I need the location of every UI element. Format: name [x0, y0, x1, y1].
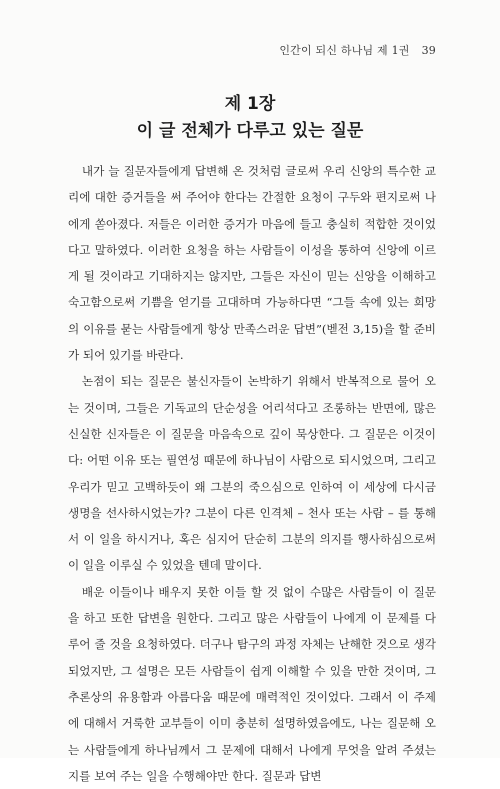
paragraph: 논점이 되는 질문은 불신자들이 논박하기 위해서 반복적으로 물어 오는 것이며, 그들은 기독교의 단순성을 어리석다고 조롱하는 반면에, 많은 신실한 신자들은 이 질문을 마음속으로 깊이 묵상한다. 그 질문은 이것이다: 어떤 이유 또는 필연성 때문에 하나님이 사람으로 되시었으며, 그리고 우리가 믿고 고백하듯이 왜 그분의 죽으심으로 인하여 이 세상에 다시금 생명을 선사하시었는가? 그분이 다른 인격체 – 천사 또는 사람 – 를 통해서 이 일을 하시거나, 혹은 심지어 단순히 그분의 의지를 행사하심으로써 이 일을 이루실 수 있었을 텐데 말이다. — [68, 374, 436, 573]
paragraph: 내가 늘 질문자들에게 답변해 온 것처럼 글로써 우리 신앙의 특수한 교리에 대한 증거들을 써 주어야 한다는 간절한 요청이 구두와 편지로써 나에게 쏟아졌다. 저들은 이러한 증거가 마음에 들고 충실히 적합한 것이었다고 말하였다. 이러한 요청을 하는 사람들이 이성을 통하여 신앙에 이르게 될 것이라고 기대하지는 않지만, 그들은 자신이 믿는 신앙을 이해하고 숙고함으로써 기쁨을 얻기를 고대하며 가능하다면 “그들 속에 있는 희망의 이유를 묻는 사람들에게 항상 만족스러운 답변”(벧전 3,15)을 할 준비가 되어 있기를 바란다. — [68, 164, 436, 363]
body-text — [68, 158, 436, 789]
chapter-number: 제 1장 — [224, 94, 276, 114]
running-header — [279, 42, 436, 58]
page-number: 39 — [421, 44, 436, 57]
chapter-title: 이 글 전체가 다루고 있는 질문 — [136, 121, 364, 141]
paragraph: 배운 이들이나 배우지 못한 이들 할 것 없이 수많은 사람들이 이 질문을 하고 또한 답변을 원한다. 그리고 많은 사람들이 나에게 이 문제를 다루어 줄 것을 요청하였다. 더구나 탐구의 과정 자체는 난해한 것으로 생각되었지만, 그 설명은 모든 사람들이 쉽게 이해할 수 있을 만한 것이며, 그 추론상의 유용함과 아름다움 때문에 매력적인 것이었다. 그래서 이 주제에 대해서 거룩한 교부들이 이미 충분히 설명하였음에도, 나는 질문해 오는 사람들에게 하나님께서 그 문제에 대해서 나에게 무엇을 알려 주셨는지를 보여 주는 일을 수행해야만 한다. 질문과 답변 — [68, 584, 436, 783]
chapter-heading — [0, 92, 500, 144]
book-title: 인간이 되신 하나님 제 1권 — [279, 44, 410, 57]
